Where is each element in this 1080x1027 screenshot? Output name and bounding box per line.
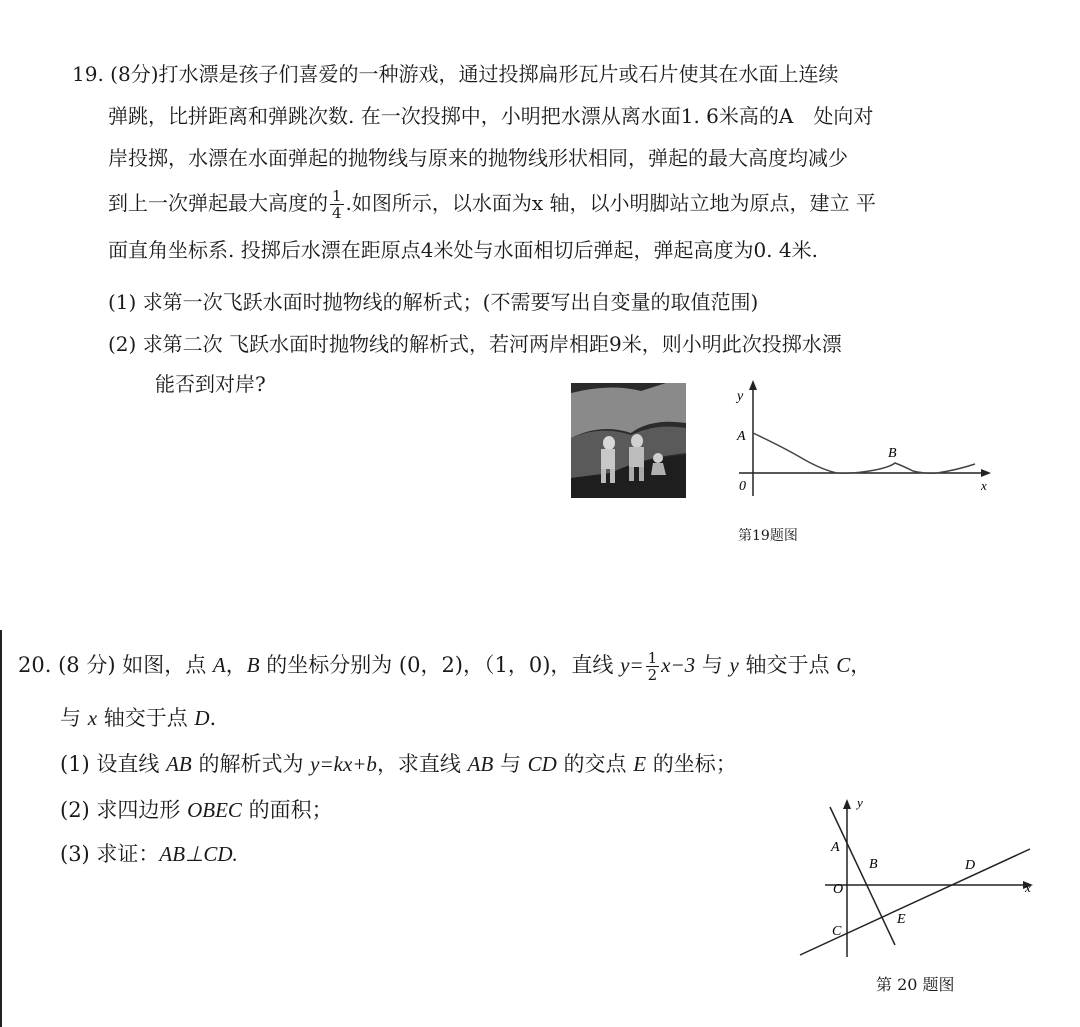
q20-text-1e: ， bbox=[850, 653, 872, 677]
q19-sub-1: (1) 求第一次飞跃水面时抛物线的解析式；(不需要写出自变量的取值范围) bbox=[108, 290, 759, 314]
q20-text-1d: 轴交于点 bbox=[738, 653, 837, 677]
q20-sub-3 bbox=[60, 842, 238, 866]
q20-comma: ， bbox=[225, 653, 247, 677]
q20-sub1-f: 的坐标； bbox=[646, 752, 737, 776]
q19-figure-caption: 第19题图 bbox=[738, 528, 798, 544]
q19-line-4 bbox=[108, 188, 876, 221]
q20-fraction bbox=[646, 650, 660, 683]
q20-fig-E-label: E bbox=[897, 912, 906, 927]
q20-line-CD: CD bbox=[527, 752, 557, 776]
q19-line-2: 弹跳，比拼距离和弹跳次数. 在一次投掷中，小明把水漂从离水面1. 6米高的A 处向对 bbox=[108, 104, 874, 128]
q20-fig-x-label: x bbox=[1025, 880, 1031, 895]
q20-x-minus-3: x−3 bbox=[661, 653, 696, 677]
children-photo bbox=[571, 383, 686, 498]
q20-line-AB-2: AB bbox=[467, 752, 494, 776]
q20-sub-2 bbox=[60, 798, 333, 822]
q20-sub-1 bbox=[60, 752, 737, 776]
q20-text-1b: 的坐标分别为 (0，2)，（1，0)，直线 bbox=[259, 653, 621, 677]
children-photo-image bbox=[571, 383, 686, 498]
q19-line-4-after: .如图所示，以水面为x 轴，以小明脚站立地为原点，建立 平 bbox=[345, 191, 876, 215]
q19-line-4-before: 到上一次弹起最大高度的 bbox=[108, 191, 328, 215]
q20-quad-OBEC: OBEC bbox=[187, 798, 242, 822]
q20-line-AB: AB bbox=[166, 752, 192, 776]
q19-line-3: 岸投掷，水漂在水面弹起的抛物线与原来的抛物线形状相同，弹起的最大高度均减少 bbox=[108, 146, 848, 170]
q20-sub1-b: 的解析式为 bbox=[191, 752, 311, 776]
q20-number: 20. bbox=[18, 653, 52, 677]
q20-kxb: y=kx+b bbox=[310, 752, 377, 776]
q19-line-1 bbox=[72, 62, 839, 86]
q20-sub2-a: (2) 求四边形 bbox=[60, 798, 188, 822]
q19-fraction bbox=[330, 188, 344, 221]
q20-text-2a: 与 bbox=[60, 706, 88, 730]
q20-x-axis: x bbox=[87, 706, 98, 730]
q20-sub1-a: (1) 设直线 bbox=[60, 752, 167, 776]
q19-fig-A-label: A bbox=[737, 429, 746, 444]
q19-fig-y-label: y bbox=[737, 389, 744, 404]
q20-fig-C-label: C bbox=[832, 924, 842, 939]
q19-score: (8分) bbox=[110, 62, 159, 86]
left-margin-line bbox=[0, 630, 2, 1027]
q20-sub1-e: 的交点 bbox=[556, 752, 634, 776]
q20-text-1a: 如图，点 bbox=[122, 653, 213, 677]
q20-sub1-d: 与 bbox=[493, 752, 528, 776]
q19-fig-x-label: x bbox=[981, 478, 987, 493]
q20-text-2b: 轴交于点 bbox=[97, 706, 195, 730]
q20-y-equals: y= bbox=[620, 653, 644, 677]
q20-fig-A-label: A bbox=[831, 840, 840, 855]
q20-point-B: B bbox=[246, 653, 260, 677]
q20-figure-caption: 第 20 题图 bbox=[876, 975, 955, 994]
q20-fig-O-label: O bbox=[833, 882, 844, 897]
q20-sub3-a: (3) 求证： bbox=[60, 842, 160, 866]
q19-sub-2: (2) 求第二次 飞跃水面时抛物线的解析式，若河两岸相距9米，则小明此次投掷水漂 bbox=[108, 332, 842, 356]
q20-perp: AB⊥CD. bbox=[159, 842, 238, 866]
q19-fig-B-label: B bbox=[888, 446, 897, 461]
q19-frac-den: 4 bbox=[332, 204, 342, 222]
q20-text-2c: . bbox=[209, 706, 217, 730]
q20-point-C: C bbox=[836, 653, 851, 677]
q19-frac-num: 1 bbox=[332, 187, 342, 205]
q20-y-axis: y bbox=[729, 653, 739, 677]
q19-number: 19. bbox=[72, 62, 104, 86]
q19-line-5: 面直角坐标系. 投掷后水漂在距原点4米处与水面相切后弹起，弹起高度为0. 4米. bbox=[108, 238, 818, 262]
q20-figure bbox=[795, 795, 1045, 965]
q20-fig-D-label: D bbox=[965, 858, 976, 873]
q20-sub1-c: ，求直线 bbox=[376, 752, 468, 776]
q20-fig-y-label: y bbox=[857, 795, 863, 810]
q19-sub-2-cont: 能否到对岸? bbox=[155, 372, 266, 396]
q20-frac-den: 2 bbox=[647, 666, 658, 684]
q20-frac-num: 1 bbox=[647, 649, 658, 667]
q19-text-1: 打水漂是孩子们喜爱的一种游戏，通过投掷扁形瓦片或石片使其在水面上连续 bbox=[158, 62, 839, 86]
q20-point-E: E bbox=[633, 752, 647, 776]
q20-point-D: D bbox=[194, 706, 210, 730]
q20-sub2-b: 的面积； bbox=[241, 798, 333, 822]
q20-score: (8 分) bbox=[58, 653, 116, 677]
q20-fig-B-label: B bbox=[869, 857, 878, 872]
q20-line-2 bbox=[60, 706, 216, 730]
q20-line-1 bbox=[18, 650, 871, 683]
q20-text-1c: 与 bbox=[695, 653, 730, 677]
q19-fig-origin-label: 0 bbox=[739, 479, 746, 494]
q19-figure bbox=[725, 378, 995, 500]
q20-point-A: A bbox=[212, 653, 226, 677]
